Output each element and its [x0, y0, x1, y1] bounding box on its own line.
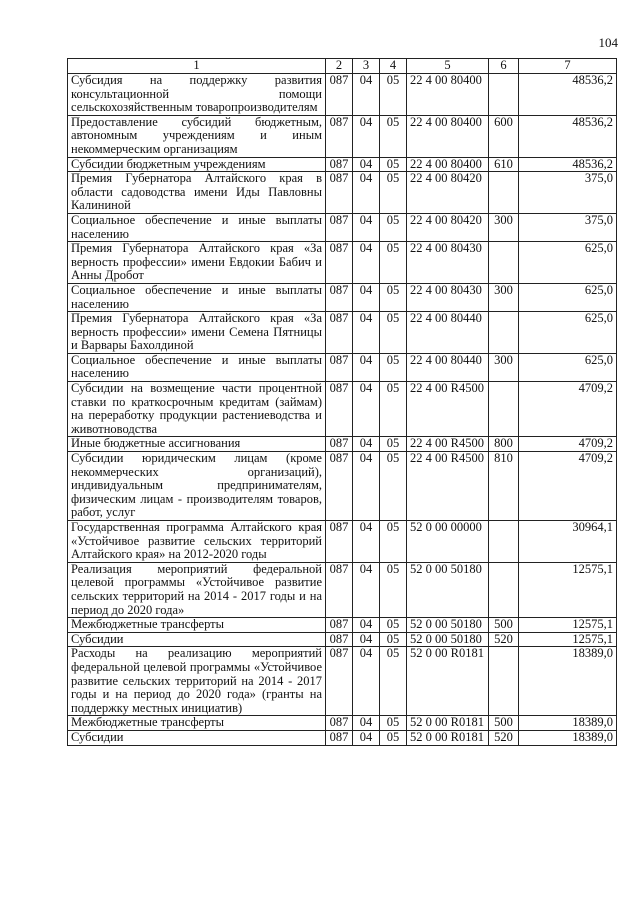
row-name: Субсидии: [68, 632, 326, 647]
expense-type-code: [489, 521, 519, 563]
amount: 375,0: [519, 172, 617, 214]
row-name: Премия Губернатора Алтайского края «За верность профессии» имени Евдокии Бабич и Анны Дробот: [68, 242, 326, 284]
subsection-code: 05: [380, 115, 407, 157]
amount: 12575,1: [519, 618, 617, 633]
amount: 18389,0: [519, 647, 617, 716]
amount: 12575,1: [519, 632, 617, 647]
target-code: 52 0 00 R0181: [407, 716, 489, 731]
target-code: 52 0 00 50180: [407, 632, 489, 647]
section-code: 04: [353, 157, 380, 172]
row-name: Иные бюджетные ассигнования: [68, 437, 326, 452]
row-name: Социальное обеспечение и иные выплаты населению: [68, 353, 326, 381]
expense-type-code: 520: [489, 730, 519, 745]
ministry-code: 087: [326, 353, 353, 381]
subsection-code: 05: [380, 213, 407, 241]
expense-type-code: [489, 242, 519, 284]
column-header: 6: [489, 59, 519, 74]
amount: 30964,1: [519, 521, 617, 563]
amount: 12575,1: [519, 562, 617, 617]
section-code: 04: [353, 213, 380, 241]
subsection-code: 05: [380, 382, 407, 437]
amount: 375,0: [519, 213, 617, 241]
column-header: 7: [519, 59, 617, 74]
table-row: [68, 312, 617, 354]
column-header: 5: [407, 59, 489, 74]
section-code: 04: [353, 647, 380, 716]
expense-type-code: [489, 172, 519, 214]
target-code: 22 4 00 R4500: [407, 437, 489, 452]
target-code: 22 4 00 80440: [407, 312, 489, 354]
ministry-code: 087: [326, 213, 353, 241]
ministry-code: 087: [326, 172, 353, 214]
subsection-code: 05: [380, 618, 407, 633]
row-name: Субсидии бюджетным учреждениям: [68, 157, 326, 172]
expense-type-code: 300: [489, 213, 519, 241]
row-name: Социальное обеспечение и иные выплаты населению: [68, 283, 326, 311]
target-code: 22 4 00 80400: [407, 74, 489, 116]
target-code: 52 0 00 50180: [407, 562, 489, 617]
subsection-code: 05: [380, 632, 407, 647]
target-code: 52 0 00 00000: [407, 521, 489, 563]
table-row: [68, 562, 617, 617]
ministry-code: 087: [326, 283, 353, 311]
subsection-code: 05: [380, 283, 407, 311]
expense-type-code: [489, 647, 519, 716]
table-row: [68, 730, 617, 745]
ministry-code: 087: [326, 632, 353, 647]
subsection-code: 05: [380, 353, 407, 381]
row-name: Расходы на реализацию мероприятий федеральной целевой программы «Устойчивое развитие сельских территорий на 2014 - 2017 годы и на период до 2020 года» (гранты на поддержку местных инициатив): [68, 647, 326, 716]
expense-type-code: 500: [489, 716, 519, 731]
table-row: [68, 283, 617, 311]
target-code: 22 4 00 R4500: [407, 382, 489, 437]
page-number: 104: [598, 35, 618, 50]
ministry-code: 087: [326, 562, 353, 617]
amount: 4709,2: [519, 437, 617, 452]
amount: 4709,2: [519, 382, 617, 437]
ministry-code: 087: [326, 618, 353, 633]
expense-type-code: [489, 382, 519, 437]
column-header: 3: [353, 59, 380, 74]
amount: 625,0: [519, 353, 617, 381]
section-code: 04: [353, 74, 380, 116]
subsection-code: 05: [380, 157, 407, 172]
expense-type-code: [489, 312, 519, 354]
table-row: [68, 353, 617, 381]
expense-type-code: 500: [489, 618, 519, 633]
column-header: 4: [380, 59, 407, 74]
subsection-code: 05: [380, 312, 407, 354]
target-code: 22 4 00 80440: [407, 353, 489, 381]
amount: 625,0: [519, 312, 617, 354]
ministry-code: 087: [326, 730, 353, 745]
section-code: 04: [353, 353, 380, 381]
ministry-code: 087: [326, 115, 353, 157]
target-code: 22 4 00 80400: [407, 115, 489, 157]
subsection-code: 05: [380, 647, 407, 716]
target-code: 22 4 00 80430: [407, 242, 489, 284]
row-name: Субсидия на поддержку развития консультационной помощи сельскохозяйственным товаропроизводителям: [68, 74, 326, 116]
table-row: [68, 213, 617, 241]
amount: 18389,0: [519, 730, 617, 745]
section-code: 04: [353, 716, 380, 731]
subsection-code: 05: [380, 562, 407, 617]
expense-type-code: 800: [489, 437, 519, 452]
subsection-code: 05: [380, 521, 407, 563]
table-row: [68, 172, 617, 214]
section-code: 04: [353, 437, 380, 452]
row-name: Межбюджетные трансферты: [68, 618, 326, 633]
expense-type-code: 600: [489, 115, 519, 157]
amount: 625,0: [519, 242, 617, 284]
target-code: 52 0 00 50180: [407, 618, 489, 633]
amount: 48536,2: [519, 157, 617, 172]
subsection-code: 05: [380, 437, 407, 452]
ministry-code: 087: [326, 437, 353, 452]
row-name: Межбюджетные трансферты: [68, 716, 326, 731]
row-name: Субсидии на возмещение части процентной ставки по краткосрочным кредитам (займам) на переработку продукции растениеводства и животноводства: [68, 382, 326, 437]
expense-type-code: 810: [489, 452, 519, 521]
amount: 18389,0: [519, 716, 617, 731]
ministry-code: 087: [326, 382, 353, 437]
expense-type-code: 300: [489, 283, 519, 311]
section-code: 04: [353, 283, 380, 311]
ministry-code: 087: [326, 157, 353, 172]
table-row: [68, 716, 617, 731]
section-code: 04: [353, 632, 380, 647]
section-code: 04: [353, 115, 380, 157]
table-row: [68, 647, 617, 716]
column-header: 2: [326, 59, 353, 74]
table-row: [68, 242, 617, 284]
row-name: Предоставление субсидий бюджетным, автономным учреждениям и иным некоммерческим организациям: [68, 115, 326, 157]
ministry-code: 087: [326, 74, 353, 116]
section-code: 04: [353, 172, 380, 214]
section-code: 04: [353, 452, 380, 521]
amount: 48536,2: [519, 74, 617, 116]
column-header: 1: [68, 59, 326, 74]
target-code: 22 4 00 R4500: [407, 452, 489, 521]
expense-type-code: 610: [489, 157, 519, 172]
expense-type-code: 520: [489, 632, 519, 647]
target-code: 22 4 00 80420: [407, 172, 489, 214]
budget-table: [67, 58, 617, 746]
amount: 4709,2: [519, 452, 617, 521]
subsection-code: 05: [380, 74, 407, 116]
row-name: Субсидии: [68, 730, 326, 745]
table-row: [68, 437, 617, 452]
ministry-code: 087: [326, 716, 353, 731]
ministry-code: 087: [326, 647, 353, 716]
target-code: 22 4 00 80420: [407, 213, 489, 241]
row-name: Социальное обеспечение и иные выплаты населению: [68, 213, 326, 241]
row-name: Премия Губернатора Алтайского края в области садоводства имени Иды Павловны Калининой: [68, 172, 326, 214]
subsection-code: 05: [380, 716, 407, 731]
target-code: 52 0 00 R0181: [407, 730, 489, 745]
table-row: [68, 382, 617, 437]
expense-type-code: [489, 562, 519, 617]
ministry-code: 087: [326, 452, 353, 521]
subsection-code: 05: [380, 452, 407, 521]
target-code: 22 4 00 80400: [407, 157, 489, 172]
target-code: 22 4 00 80430: [407, 283, 489, 311]
subsection-code: 05: [380, 172, 407, 214]
row-name: Государственная программа Алтайского края «Устойчивое развитие сельских территорий Алтайского края» на 2012-2020 годы: [68, 521, 326, 563]
target-code: 52 0 00 R0181: [407, 647, 489, 716]
table-row: [68, 521, 617, 563]
expense-type-code: [489, 74, 519, 116]
section-code: 04: [353, 618, 380, 633]
table-row: [68, 452, 617, 521]
ministry-code: 087: [326, 521, 353, 563]
ministry-code: 087: [326, 312, 353, 354]
table-row: [68, 115, 617, 157]
amount: 625,0: [519, 283, 617, 311]
subsection-code: 05: [380, 242, 407, 284]
row-name: Субсидии юридическим лицам (кроме некоммерческих организаций), индивидуальным предпринимателям, физическим лицам - производителям товаров, работ, услуг: [68, 452, 326, 521]
section-code: 04: [353, 382, 380, 437]
table-row: [68, 632, 617, 647]
section-code: 04: [353, 521, 380, 563]
row-name: Реализация мероприятий федеральной целевой программы «Устойчивое развитие сельских территорий на 2014 - 2017 годы и на период до 2020 года»: [68, 562, 326, 617]
ministry-code: 087: [326, 242, 353, 284]
subsection-code: 05: [380, 730, 407, 745]
table-row: [68, 618, 617, 633]
row-name: Премия Губернатора Алтайского края «За верность профессии» имени Семена Пятницы и Варвары Бахолдиной: [68, 312, 326, 354]
table-row: [68, 74, 617, 116]
table-row: [68, 157, 617, 172]
amount: 48536,2: [519, 115, 617, 157]
table-header-row: [68, 59, 617, 74]
expense-type-code: 300: [489, 353, 519, 381]
section-code: 04: [353, 562, 380, 617]
section-code: 04: [353, 242, 380, 284]
section-code: 04: [353, 730, 380, 745]
section-code: 04: [353, 312, 380, 354]
